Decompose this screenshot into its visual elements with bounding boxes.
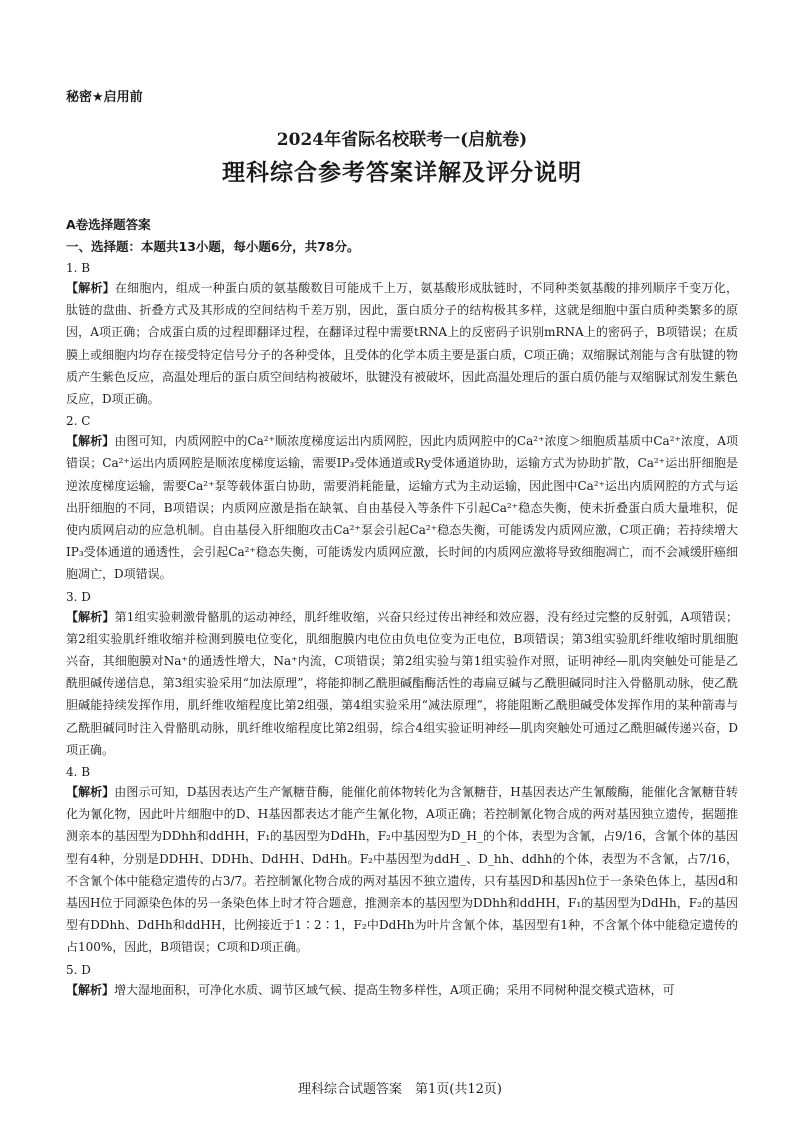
analysis-tag: 【解析】 bbox=[66, 785, 115, 800]
part-heading: 一、选择题：本题共13小题，每小题6分，共78分。 bbox=[66, 239, 360, 254]
page-footer: 理科综合试题答案 第1页(共12页) bbox=[298, 1082, 502, 1097]
confidential-label: 秘密★启用前 bbox=[66, 90, 143, 105]
document-title: 理科综合参考答案详解及评分说明 bbox=[222, 159, 582, 186]
question-number: 4. B bbox=[66, 765, 91, 780]
question-block bbox=[66, 414, 738, 585]
analysis-text: 由图可知，内质网腔中的Ca²⁺顺浓度梯度运出内质网腔，因此内质网腔中的Ca²⁺浓度＞细胞质基质中Ca²⁺浓度，A项错误；Ca²⁺运出内质网腔是顺浓度梯度运输，需要IP₃受体通道或Ry受体通道协助，运输方式为协助扩散，Ca²⁺运出肝细胞是逆浓度梯度运输，需要Ca²⁺泵等载体蛋白协助，需要消耗能量，运输方式为主动运输，因此图中Ca²⁺运出内质网腔的方式与运出肝细胞的不同，B项错误；内质网应激是指在缺氧、自由基侵入等条件下引起Ca²⁺稳态失衡，使未折叠蛋白质大量堆积，促使内质网启动的应急机制。自由基侵入肝细胞攻击Ca²⁺泵会引起Ca²⁺稳态失衡，可能诱发内质网应激，C项正确；若持续增大IP₃受体通道的通透性，会引起Ca²⁺稳态失衡，可能诱发内质网应激，长时间的内质网应激将导致细胞凋亡，而不会减缓肝癌细胞凋亡，D项错误。 bbox=[66, 434, 738, 582]
question-number: 1. B bbox=[66, 261, 91, 275]
exam-title: 2024年省际名校联考一(启航卷) bbox=[276, 130, 528, 150]
analysis-text: 在细胞内，组成一种蛋白质的氨基酸数目可能成千上万，氨基酸形成肽链时，不同种类氨基酸的排列顺序千变万化，肽链的盘曲、折叠方式及其形成的空间结构千差万别，因此，蛋白质分子的结构极其多样，这就是细胞中蛋白质种类繁多的原因，A项正确；合成蛋白质的过程即翻译过程，在翻译过程中需要tRNA上的反密码子识别mRNA上的密码子，B项错误；在质膜上或细胞内均存在接受特定信号分子的各种受体，且受体的化学本质主要是蛋白质，C项正确；双缩脲试剂能与含有肽键的物质产生紫色反应，高温处理后的蛋白质空间结构被破坏，肽键没有被破坏，因此高温处理后的蛋白质仍能与双缩脲试剂发生紫色反应，D项正确。 bbox=[66, 281, 739, 407]
question-block bbox=[66, 963, 738, 1001]
question-number: 2. C bbox=[66, 414, 91, 429]
analysis-tag: 【解析】 bbox=[66, 982, 115, 997]
analysis-tag: 【解析】 bbox=[66, 434, 115, 449]
analysis-text: 第1组实验刺激骨骼肌的运动神经，肌纤维收缩，兴奋只经过传出神经和效应器，没有经过完整的反射弧，A项错误；第2组实验肌纤维收缩并检测到膜电位变化，肌细胞膜内电位由负电位变为正电位，B项错误；第3组实验肌纤维收缩时肌细胞兴奋，其细胞膜对Na⁺的通透性增大，Na⁺内流，C项错误；第2组实验与第1组实验作对照，证明神经—肌肉突触处可能是乙酰胆碱传递信息，第3组实验采用“加法原理”，将能抑制乙酰胆碱酯酶活性的毒扁豆碱与乙酰胆碱同时注入骨骼肌动脉，使乙酰胆碱能持续发挥作用，肌纤维收缩程度比第2组强，第4组实验采用“减法原理”，将能阻断乙酰胆碱受体发挥作用的某种箭毒与乙酰胆碱同时注入骨骼肌动脉，肌纤维收缩程度比第2组弱，综合4组实验证明神经—肌肉突触处可通过乙酰胆碱传递兴奋，D项正确。 bbox=[66, 609, 738, 757]
question-block bbox=[66, 590, 738, 761]
question-block bbox=[66, 765, 738, 959]
analysis-tag: 【解析】 bbox=[66, 609, 115, 624]
question-analysis bbox=[66, 430, 738, 585]
analysis-tag: 【解析】 bbox=[66, 281, 115, 295]
analysis-text: 由图示可知，D基因表达产生产氰糖苷酶，能催化前体物转化为含氰糖苷，H基因表达产生氰酸酶，能催化含氰糖苷转化为氰化物，因此叶片细胞中的D、H基因都表达才能产生氰化物，A项正确；若控制氰化物合成的两对基因独立遗传，据题推测亲本的基因型为DDhh和ddHH，F₁的基因型为DdHh，F₂中基因型为D_H_的个体，表型为含氰，占9/16，含氰个体的基因型有4种，分别是DDHH、DDHh、DdHH、DdHh。F₂中基因型为ddH_、D_hh、ddhh的个体，表型为不含氰，占7/16，不含氰个体中能稳定遗传的占3/7。若控制氰化物合成的两对基因不独立遗传，只有基因D和基因h位于一条染色体上，基因d和基因H位于同源染色体的另一条染色体上时才符合题意，推测亲本的基因型为DDhh和ddHH，F₁的基因型为DdHh，F₂的基因型有DDhh、DdHh和ddHH，比例接近于1∶2∶1，F₂中DdHh为叶片含氰个体，基因型有1种，不含氰个体中能稳定遗传的占100%，因此，B项错误；C项和D项正确。 bbox=[66, 785, 738, 955]
question-block bbox=[66, 261, 738, 410]
question-analysis bbox=[66, 606, 738, 761]
question-number: 5. D bbox=[66, 962, 91, 977]
question-analysis bbox=[66, 979, 738, 1001]
question-analysis bbox=[66, 277, 738, 410]
section-label: A卷选择题答案 bbox=[66, 217, 151, 232]
question-analysis bbox=[66, 781, 738, 959]
analysis-text: 增大湿地面积，可净化水质、调节区域气候、提高生物多样性，A项正确；采用不同树种混交模式造林，可 bbox=[114, 982, 675, 997]
question-number: 3. D bbox=[66, 589, 91, 604]
